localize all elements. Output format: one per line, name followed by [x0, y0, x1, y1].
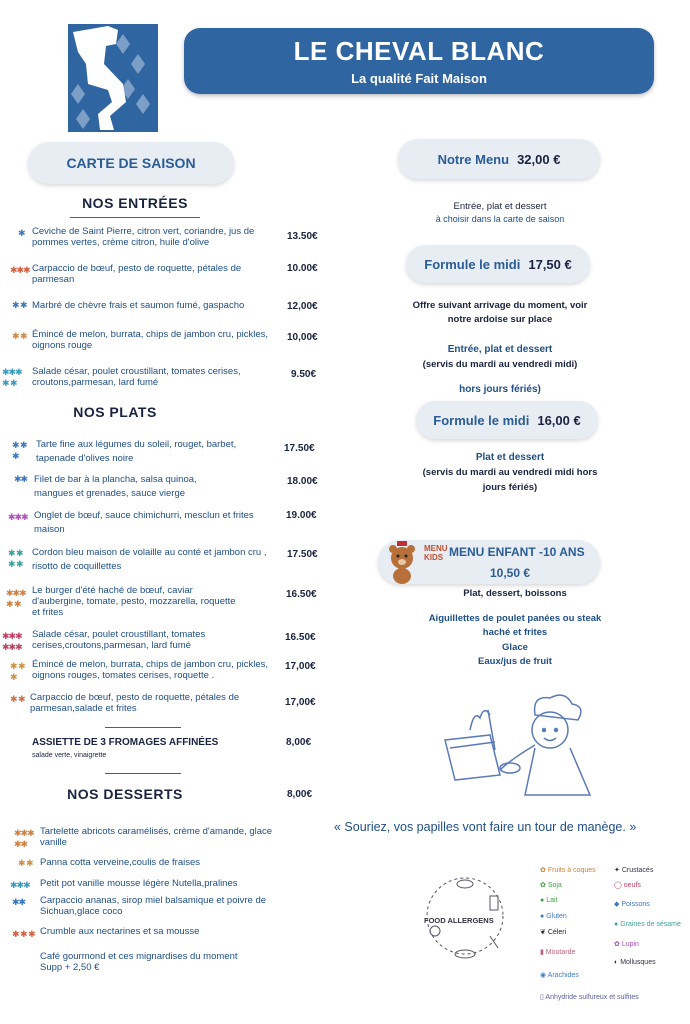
- divider: [105, 727, 181, 728]
- enfant-line2: Aiguillettes de poulet panées ou steak: [428, 613, 602, 624]
- price: 19.00€: [286, 510, 317, 521]
- allergen-label: ❦ Céleri: [540, 929, 567, 936]
- kids-badge: MENU KIDS: [424, 544, 448, 562]
- dessert-item: Panna cotta verveine,coulis de fraises: [40, 857, 201, 868]
- menu-item: Filet de bar à la plancha, salsa quinoa, mangues et grenades, sauce vierge: [34, 474, 197, 499]
- formule1-line3: Entrée, plat et dessert: [447, 344, 553, 355]
- allergen-label: ◆ Poissons: [614, 901, 650, 908]
- allergen-label: ▯ Anhydride sulfureux et sulfites: [540, 994, 639, 1001]
- allergen-icons: ✱✱✱ ✱ ✱: [2, 367, 22, 388]
- fromages-sub: salade verte, vinaigrette: [32, 752, 107, 759]
- notre-menu-line1: Entrée, plat et dessert: [453, 201, 547, 212]
- allergen-icons: ✱ ✱: [12, 331, 27, 341]
- allergen-icon: ❦: [540, 929, 548, 936]
- enfant-line1: Plat, dessert, boissons: [463, 588, 567, 599]
- price: 16.50€: [285, 632, 316, 643]
- allergen-icons: ✱✱✱ ✱ ✱: [6, 588, 26, 609]
- allergen-icons: ✱ ✱: [10, 694, 25, 704]
- entrees-title: NOS ENTRÉES: [82, 195, 188, 211]
- enfant-line5: Eaux/jus de fruit: [478, 656, 552, 667]
- allergen-icons: ✱✱✱: [8, 512, 28, 522]
- dessert-item: Tartelette abricots caramélisés, crème d'amande, glace vanille: [40, 826, 273, 848]
- menu-enfant-title: MENU ENFANT -10 ANS: [449, 545, 585, 559]
- allergen-label: ● Graines de sésame: [614, 921, 681, 928]
- dessert-item: Café gourmond et ces mignardises du moment Supp + 2,50 €: [40, 951, 238, 973]
- menu-item: Carpaccio de bœuf, pesto de roquette, pétales de parmesan,salade et frites: [30, 692, 240, 714]
- allergen-icons: ✱ ✱ ✱: [12, 929, 35, 939]
- divider: [105, 773, 181, 774]
- notre-menu-line2: à choisir dans la carte de saison: [435, 214, 565, 224]
- menu-item: Émincé de melon, burrata, chips de jambon cru, pickles, oignons rouges, tomates cerises, roquette .: [32, 659, 269, 681]
- allergen-icons: ✱ ✱ ✱: [10, 661, 25, 682]
- allergen-label: ✦ Crustacés: [614, 867, 654, 874]
- allergen-label: ● Gluten: [540, 913, 567, 920]
- allergen-icons: ✱ ✱ ✱ ✱: [8, 548, 23, 569]
- price: 8,00€: [286, 737, 312, 748]
- allergen-label: ▮ Moutarde: [540, 949, 576, 956]
- price: 17.50€: [287, 549, 318, 560]
- allergen-icons: ✱✱✱ ✱✱✱: [2, 631, 22, 652]
- food-allergens-title: FOOD ALLERGENS: [424, 916, 494, 925]
- allergen-icon: ◐: [614, 959, 621, 966]
- menu-item: Onglet de bœuf, sauce chimichurri, mesclun et frites maison: [34, 510, 254, 535]
- price: 17.50€: [284, 443, 315, 454]
- allergen-icon: ✿: [540, 867, 548, 874]
- menu-enfant-price: 10,50 €: [490, 566, 531, 580]
- formule1-line1: Offre suivant arrivage du moment, voir: [412, 300, 588, 311]
- enfant-line3: haché et frites: [482, 627, 548, 638]
- allergen-icon: ▮: [540, 949, 546, 956]
- price: 13.50€: [287, 231, 318, 242]
- allergen-label: ● Lait: [540, 897, 558, 904]
- allergen-icon: ▯: [540, 994, 546, 1001]
- allergen-icon: ●: [614, 921, 621, 928]
- restaurant-name: LE CHEVAL BLANC: [293, 36, 545, 66]
- price: 18.00€: [287, 476, 318, 487]
- menu-item: Salade césar, poulet croustillant, tomates cerises, croutons,parmesan, lard fumé: [32, 366, 241, 388]
- price: 8,00€: [287, 789, 313, 800]
- allergen-icons: ✱✱: [14, 474, 28, 484]
- price: 16.50€: [286, 589, 317, 600]
- allergen-icons: ✱✱✱: [10, 880, 30, 890]
- allergen-label: ✿ Soja: [540, 882, 562, 889]
- allergen-label: ◐ Mollusques: [614, 959, 656, 966]
- allergen-icon: ◯: [614, 882, 624, 889]
- price: 9.50€: [291, 369, 317, 380]
- allergen-icon: ●: [540, 897, 547, 904]
- allergen-icons: ✱ ✱: [18, 858, 33, 868]
- allergen-icon: ✿: [614, 941, 622, 948]
- allergen-label: ◉ Arachides: [540, 972, 579, 979]
- plats-title: NOS PLATS: [73, 404, 157, 420]
- allergen-icons: ✱ ✱: [12, 300, 27, 310]
- allergen-icon: ◆: [614, 901, 622, 908]
- allergen-icons: ✱✱✱ ✱✱: [14, 828, 34, 849]
- formule2-line3: jours fériés): [482, 482, 538, 493]
- allergen-label: ✿ Fruits à coques: [540, 867, 596, 874]
- formule1-line4: (servis du mardi au vendredi midi): [422, 359, 578, 370]
- divider: [70, 217, 200, 218]
- allergen-icons: ✱ ✱ ✱: [12, 440, 27, 461]
- fromages-item: ASSIETTE DE 3 FROMAGES AFFINÉES: [32, 737, 219, 748]
- dessert-item: Petit pot vanille mousse légère Nutella,pralines: [40, 878, 238, 889]
- price: 17,00€: [285, 697, 316, 708]
- menu-item: Carpaccio de bœuf, pesto de roquette, pétales de parmesan: [32, 263, 242, 285]
- tagline: La qualité Fait Maison: [351, 71, 487, 86]
- allergen-label: ✿ Lupin: [614, 941, 639, 948]
- price: 12,00€: [287, 301, 318, 312]
- allergen-label: ◯ oeufs: [614, 882, 641, 889]
- dessert-item: Crumble aux nectarines et sa mousse: [40, 926, 200, 937]
- allergen-icons: ✱✱✱: [10, 265, 30, 275]
- allergen-icon: ✿: [540, 882, 548, 889]
- menu-item: Marbré de chèvre frais et saumon fumé, gaspacho: [32, 300, 245, 311]
- menu-item: Le burger d'été haché de bœuf, caviar d'aubergine, tomate, pesto, mozzarella, roquette et frites: [32, 585, 236, 618]
- menu-item: Tarte fine aux légumes du soleil, rouget, barbet, tapenade d'olives noire: [36, 439, 237, 464]
- menu-item: Ceviche de Saint Pierre, citron vert, coriandre, jus de pommes vertes, crème citron, huile d'olive: [32, 226, 255, 248]
- price: 10.00€: [287, 263, 318, 274]
- menu-item: Cordon bleu maison de volaille au conté et jambon cru , risotto de coquillettes: [32, 547, 267, 572]
- menu-item: Salade césar, poulet croustillant, tomates cerises,croutons,parmesan, lard fumé: [32, 629, 206, 651]
- formule1-line5: hors jours fériés): [459, 384, 541, 395]
- allergen-icons: ✱✱: [12, 897, 26, 907]
- horse-logo: [68, 24, 158, 132]
- price: 10,00€: [287, 332, 318, 343]
- formule-midi-2-pill: Formule le midi 16,00 €: [416, 401, 598, 439]
- formule1-line2: notre ardoise sur place: [447, 314, 553, 325]
- price: 17,00€: [285, 661, 316, 672]
- allergen-icon: ◉: [540, 972, 548, 979]
- allergen-icon: ✦: [614, 867, 622, 874]
- enfant-line4: Glace: [502, 642, 528, 653]
- quote: « Souriez, vos papilles vont faire un tour de manège. »: [334, 820, 637, 834]
- formule2-line1: Plat et dessert: [475, 452, 545, 463]
- bear-icon: [385, 538, 419, 586]
- carte-de-saison-label: CARTE DE SAISON: [28, 142, 234, 184]
- allergen-icon: ●: [540, 913, 547, 920]
- formule2-line2: (servis du mardi au vendredi midi hors: [422, 467, 598, 478]
- menu-item: Émincé de melon, burrata, chips de jambon cru, pickles, oignons rouge: [32, 329, 269, 351]
- formule-midi-1-pill: Formule le midi 17,50 €: [406, 245, 590, 283]
- desserts-title: NOS DESSERTS: [67, 786, 183, 802]
- chef-illustration: [440, 690, 600, 800]
- allergen-icons: ✱: [18, 228, 25, 238]
- notre-menu-pill: Notre Menu 32,00 €: [398, 139, 600, 179]
- dessert-item: Carpaccio ananas, sirop miel balsamique et poivre de Sichuan,glace coco: [40, 895, 267, 917]
- title-banner: [184, 28, 654, 94]
